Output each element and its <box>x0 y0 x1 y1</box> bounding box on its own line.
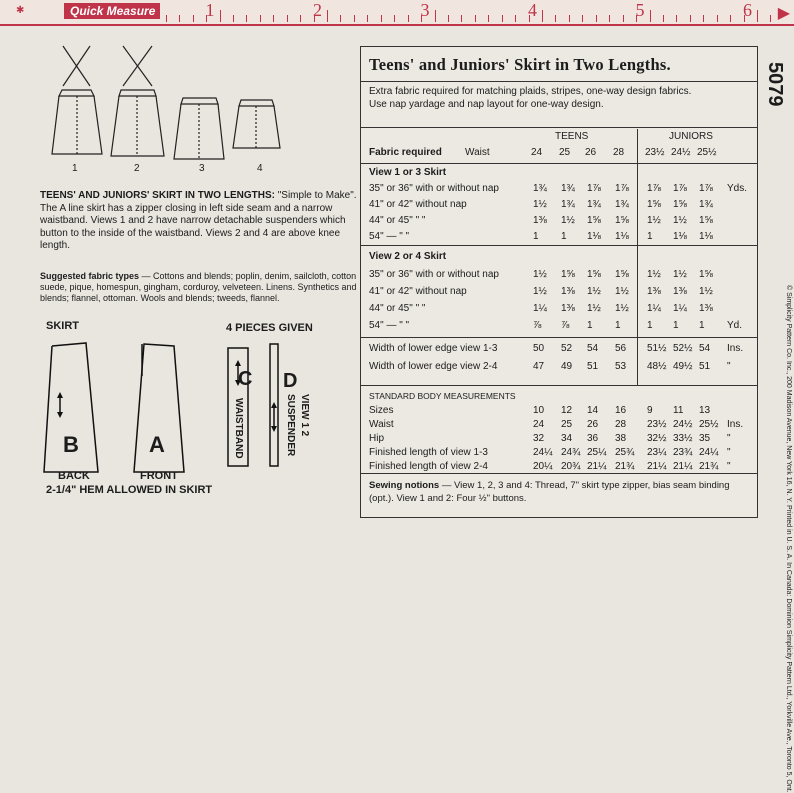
ruler-tick <box>555 15 556 22</box>
table-cell: 23¼ <box>647 447 667 458</box>
waist-size-value: 25½ <box>697 147 717 158</box>
ruler-tick <box>340 15 341 22</box>
row-label: Waist <box>369 419 394 430</box>
table-cell: ⅞ <box>561 320 570 331</box>
table-cell: 21¼ <box>587 461 607 472</box>
row-label: Finished length of view 2-4 <box>369 461 488 472</box>
table-cell: 21¼ <box>673 461 693 472</box>
ruler-arrow-icon: ▶ <box>777 5 790 22</box>
chart-title: Teens' and Juniors' Skirt in Two Lengths. <box>369 55 671 74</box>
table-cell: 1½ <box>673 215 687 226</box>
ruler-tick <box>542 10 543 22</box>
table-cell: 16 <box>615 405 627 416</box>
ruler-tick <box>690 15 691 22</box>
table-cell: 25¾ <box>615 447 635 458</box>
ruler-number: 4 <box>528 0 537 20</box>
row-label: Finished length of view 1-3 <box>369 447 488 458</box>
ruler-tick <box>730 15 731 22</box>
body-rule <box>361 473 757 474</box>
table-cell: 1⅛ <box>615 231 629 242</box>
table-cell: 21¾ <box>615 461 635 472</box>
row-label: 41" or 42" without nap <box>369 199 467 210</box>
table-cell: 1⅜ <box>533 215 547 226</box>
row-label: 44" or 45" " " <box>369 215 426 226</box>
ruler-tick <box>596 15 597 22</box>
skirt-label: SKIRT <box>46 320 79 332</box>
notions-heading: Sewing notions <box>369 480 440 491</box>
juniors-heading: JUNIORS <box>669 131 713 142</box>
table-cell: 1⅜ <box>561 303 575 314</box>
view-number-3: 3 <box>199 163 205 174</box>
ruler-tick <box>717 15 718 22</box>
table-cell: 26 <box>587 419 599 430</box>
pieces-given-label: 4 PIECES GIVEN <box>226 322 313 334</box>
ruler-tick <box>461 15 462 22</box>
table-cell: 24 <box>533 419 545 430</box>
fabric-types <box>40 271 362 304</box>
subtitle-line-2: Use nap yardage and nap layout for one-way design. <box>369 99 604 110</box>
view-illustrations <box>48 44 288 174</box>
ruler-star-icon: ✱ <box>16 5 25 16</box>
ruler-tick <box>260 15 261 22</box>
ruler-tick <box>287 15 288 22</box>
table-cell: 1⅝ <box>587 269 601 280</box>
table-cell: 9 <box>647 405 653 416</box>
table-cell: 1⅝ <box>561 269 575 280</box>
front-label: FRONT <box>140 470 178 482</box>
table-cell: 1½ <box>615 303 629 314</box>
waist-size-value: 25 <box>559 147 571 158</box>
ruler-tick <box>273 15 274 22</box>
pattern-number: 5079 <box>764 62 786 107</box>
table-cell: 38 <box>615 433 627 444</box>
view-number-1: 1 <box>72 163 78 174</box>
table-cell: 54 <box>699 343 711 354</box>
table-cell: 51 <box>587 361 599 372</box>
table-cell: 1½ <box>533 286 547 297</box>
ruler-tick <box>193 15 194 22</box>
table-cell: 1⅜ <box>673 286 687 297</box>
ruler-number: 5 <box>635 0 645 20</box>
table-cell: 1¼ <box>533 303 547 314</box>
table-cell: 13 <box>699 405 711 416</box>
table-cell: 25¼ <box>587 447 607 458</box>
row-unit: Ins. <box>727 419 744 430</box>
table-cell: 20¼ <box>533 461 553 472</box>
row-unit: " <box>727 361 731 372</box>
table-cell: 1⅜ <box>561 286 575 297</box>
table-cell: 1 <box>587 320 593 331</box>
description-tagline: "Simple to Make". <box>277 190 357 201</box>
ruler-tick <box>650 10 651 22</box>
body-measurements-heading: STANDARD BODY MEASUREMENTS <box>369 391 516 401</box>
table-cell: 20¾ <box>561 461 581 472</box>
ruler-number: 3 <box>420 0 430 20</box>
table-cell: 1½ <box>587 303 601 314</box>
table-cell: 47 <box>533 361 545 372</box>
table-cell: 1½ <box>561 215 575 226</box>
view-number-4: 4 <box>257 163 263 174</box>
ruler-tick <box>703 15 704 22</box>
table-cell: 1⅞ <box>615 183 629 194</box>
section-1-rule <box>361 245 757 246</box>
row-label: 35" or 36" with or without nap <box>369 183 499 194</box>
table-cell: 1½ <box>699 286 713 297</box>
table-cell: 1⅛ <box>699 231 713 242</box>
table-cell: 1⅝ <box>615 215 629 226</box>
table-cell: 1½ <box>647 269 661 280</box>
table-cell: 1⅝ <box>587 215 601 226</box>
table-cell: 1⅜ <box>699 303 713 314</box>
waist-size-value: 28 <box>613 147 625 158</box>
row-unit: Yds. <box>727 183 748 194</box>
quick-measure-label: Quick Measure <box>64 3 160 19</box>
table-cell: 36 <box>587 433 599 444</box>
table-cell: 1½ <box>587 286 601 297</box>
row-label: 44" or 45" " " <box>369 303 426 314</box>
ruler-tick <box>394 15 395 22</box>
table-cell: 1¾ <box>561 199 575 210</box>
section-2-heading: View 2 or 4 Skirt <box>369 251 447 262</box>
notions-body: — View 1, 2, 3 and 4: Thread, 7" skirt type zipper, bias seam binding (opt.). View 1 and 2: Four ½" buttons. <box>369 480 730 504</box>
ruler-tick <box>488 15 489 22</box>
table-cell: 33½ <box>673 433 693 444</box>
ruler-tick <box>179 15 180 22</box>
piece-a-letter: A <box>149 432 165 457</box>
waist-size-value: 26 <box>585 147 597 158</box>
ruler-number: 6 <box>743 0 752 20</box>
table-cell: 34 <box>561 433 573 444</box>
chart-subtitle <box>369 85 749 111</box>
waist-size-value: 23½ <box>645 147 665 158</box>
table-cell: 1½ <box>533 199 547 210</box>
table-cell: 23½ <box>647 419 667 430</box>
table-cell: 52 <box>561 343 573 354</box>
table-cell: 48½ <box>647 361 667 372</box>
table-cell: 49½ <box>673 361 693 372</box>
yardage-chart <box>360 46 758 518</box>
sewing-notions <box>369 479 753 505</box>
piece-d-letter: D <box>283 370 298 392</box>
table-cell: 1⅞ <box>673 183 687 194</box>
ruler-tick <box>220 10 221 22</box>
waist-size-value: 24½ <box>671 147 691 158</box>
publisher-credit: © Simplicity Pattern Co. Inc., 200 Madison Avenue, New York 16, N. Y. Printed in U. S. A. In Canada: Dominion Simplicity Pattern Ltd., Yorkville Ave., Toronto 5, Ont. <box>785 285 792 793</box>
table-cell: 1¼ <box>673 303 687 314</box>
row-unit: Yd. <box>727 320 743 331</box>
waistband-label: WAISTBAND <box>233 398 244 459</box>
table-cell: 54 <box>587 343 599 354</box>
table-cell: 25½ <box>699 419 719 430</box>
table-cell: 1 <box>561 231 567 242</box>
table-cell: 1 <box>673 320 679 331</box>
row-label: 41" or 42" without nap <box>369 286 467 297</box>
table-cell: 1¼ <box>647 303 661 314</box>
ruler-number: 2 <box>313 0 322 20</box>
back-label: BACK <box>58 470 90 482</box>
table-cell: 14 <box>587 405 599 416</box>
measure-ruler <box>0 0 794 26</box>
table-cell: 1¾ <box>699 199 713 210</box>
hem-note: 2-1/4" HEM ALLOWED IN SKIRT <box>46 484 213 496</box>
row-label: 35" or 36" with or without nap <box>369 269 499 280</box>
table-cell: 1⅝ <box>699 215 713 226</box>
table-cell: 28 <box>615 419 627 430</box>
table-cell: 1⅝ <box>673 199 687 210</box>
ruler-tick <box>515 15 516 22</box>
table-cell: 32 <box>533 433 545 444</box>
ruler-tick <box>770 15 771 22</box>
ruler-tick <box>246 15 247 22</box>
table-cell: 49 <box>561 361 573 372</box>
title-rule <box>361 81 757 82</box>
teens-heading: TEENS <box>555 131 589 142</box>
subtitle-line-1: Extra fabric required for matching plaids, stripes, one-way design fabrics. <box>369 86 692 97</box>
table-cell: 1 <box>615 320 621 331</box>
table-cell: 12 <box>561 405 573 416</box>
waist-size-value: 24 <box>531 147 543 158</box>
row-label: 54" — " " <box>369 231 410 242</box>
view-number-2: 2 <box>134 163 140 174</box>
table-cell: 24¾ <box>561 447 581 458</box>
table-cell: 25 <box>561 419 573 430</box>
ruler-tick <box>569 15 570 22</box>
table-cell: 35 <box>699 433 711 444</box>
table-cell: 23¾ <box>673 447 693 458</box>
table-cell: 1½ <box>673 269 687 280</box>
pattern-pieces <box>40 336 320 486</box>
table-cell: 1 <box>533 231 539 242</box>
ruler-tick <box>676 15 677 22</box>
table-cell: ⅞ <box>533 320 542 331</box>
ruler-tick <box>582 15 583 22</box>
fabric-types-heading: Suggested fabric types <box>40 271 140 281</box>
ruler-tick <box>502 15 503 22</box>
table-cell: 1⅞ <box>647 183 661 194</box>
table-cell: 1¾ <box>561 183 575 194</box>
table-cell: 1 <box>699 320 705 331</box>
table-cell: 1⅞ <box>699 183 713 194</box>
description-heading: TEENS' AND JUNIORS' SKIRT IN TWO LENGTHS: <box>40 190 275 201</box>
table-cell: 1⅝ <box>615 269 629 280</box>
width-rule <box>361 385 757 386</box>
table-cell: 1 <box>647 231 653 242</box>
row-unit: " <box>727 447 731 458</box>
table-cell: 32½ <box>647 433 667 444</box>
row-label: Sizes <box>369 405 394 416</box>
table-cell: 24¼ <box>699 447 719 458</box>
fabric-types-body: — Cottons and blends; poplin, denim, sailcloth, cotton suede, pique, homespun, gingham, corduroy, velveteen. Linens. Synthetics and blends; flannel, ottoman. Wools and blends; tweeds, flannel. <box>40 271 357 303</box>
ruler-tick <box>166 15 167 22</box>
header-rule <box>361 127 757 128</box>
section-1-heading: View 1 or 3 Skirt <box>369 167 447 178</box>
table-cell: 1¾ <box>615 199 629 210</box>
row-unit: " <box>727 461 731 472</box>
ruler-tick <box>381 15 382 22</box>
piece-b-letter: B <box>63 432 79 457</box>
ruler-tick <box>327 10 328 22</box>
table-cell: 1½ <box>615 286 629 297</box>
table-cell: 1⅞ <box>587 183 601 194</box>
table-cell: 11 <box>673 405 684 416</box>
ruler-tick <box>367 15 368 22</box>
table-cell: 21¼ <box>647 461 667 472</box>
piece-c-letter: C <box>238 368 253 390</box>
suspender-label: SUSPENDER <box>285 394 296 457</box>
ruler-tick <box>475 15 476 22</box>
ruler-tick <box>609 15 610 22</box>
table-cell: 51½ <box>647 343 667 354</box>
ruler-tick <box>435 10 436 22</box>
table-cell: 1 <box>647 320 653 331</box>
table-cell: 1½ <box>647 215 661 226</box>
row-unit: " <box>727 433 731 444</box>
skirt-description <box>40 190 360 253</box>
table-cell: 51 <box>699 361 711 372</box>
waist-heading: Waist <box>465 147 490 158</box>
table-cell: 1½ <box>533 269 547 280</box>
table-cell: 1⅜ <box>647 286 661 297</box>
table-cell: 1⅝ <box>647 199 661 210</box>
teens-juniors-divider <box>637 129 638 385</box>
table-cell: 24¼ <box>533 447 553 458</box>
table-cell: 24½ <box>673 419 693 430</box>
table-cell: 1¾ <box>533 183 547 194</box>
ruler-tick <box>300 15 301 22</box>
ruler-tick <box>623 15 624 22</box>
ruler-tick <box>233 15 234 22</box>
table-cell: 56 <box>615 343 627 354</box>
ruler-tick <box>408 15 409 22</box>
waist-rule <box>361 163 757 164</box>
ruler-tick <box>663 15 664 22</box>
ruler-tick <box>354 15 355 22</box>
suspender-views: VIEW 1 2 <box>299 394 310 437</box>
table-cell: 50 <box>533 343 545 354</box>
row-label: 54" — " " <box>369 320 410 331</box>
ruler-number: 1 <box>205 0 215 20</box>
row-label: Width of lower edge view 2-4 <box>369 361 498 372</box>
table-cell: 1⅝ <box>699 269 713 280</box>
table-cell: 1⅛ <box>587 231 601 242</box>
ruler-tick <box>448 15 449 22</box>
ruler-tick <box>757 10 758 22</box>
table-cell: 21¾ <box>699 461 719 472</box>
fabric-required-heading: Fabric required <box>369 147 442 158</box>
description-body: The A line skirt has a zipper closing in left side seam and a narrow waistband. Views 1 and 2 have narrow detachable suspenders which button to the inside of the waistband. Views 2 and 4 are above knee length. <box>40 202 346 251</box>
table-cell: 1¾ <box>587 199 601 210</box>
table-cell: 53 <box>615 361 627 372</box>
table-cell: 10 <box>533 405 545 416</box>
row-label: Hip <box>369 433 385 444</box>
table-cell: 52½ <box>673 343 693 354</box>
row-label: Width of lower edge view 1-3 <box>369 343 498 354</box>
table-cell: 1⅛ <box>673 231 687 242</box>
section-2-rule <box>361 337 757 338</box>
row-unit: Ins. <box>727 343 744 354</box>
